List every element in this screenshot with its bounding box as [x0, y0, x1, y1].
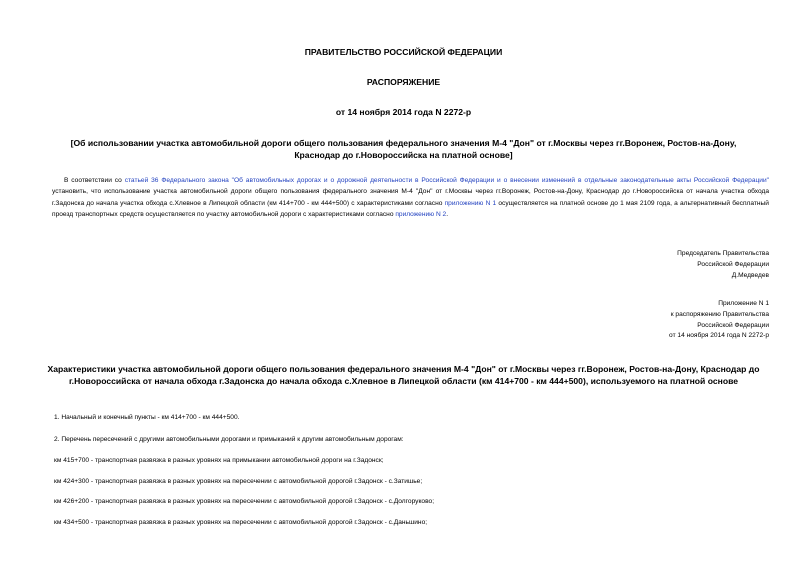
list-item: 1. Начальный и конечный пункты - км 414+700 - км 444+500. [54, 414, 240, 421]
list-item: км 426+200 - транспортная развязка в разных уровнях на пересечении с автомобильной дорогой г.Задонск - с.Долгоруково; [54, 498, 435, 505]
annex-title: Характеристики участка автомобильной дороги общего пользования федерального значения М-4 "Дон" от г.Москвы через гг.Воронеж, Ростов-на-Дону, Краснодар до г.Новороссийска от начала обхода г.Задонска до начала обхода с.Хлевное в Липецкой области (км 414+700 - км 444+500), используемого на платной основе [47, 364, 760, 386]
list-item: км 415+700 - транспортная развязка в разных уровнях на примыкании автомобильной дороги на г.Задонск; [54, 457, 384, 464]
annex-2-link[interactable]: приложению N 2 [395, 210, 447, 218]
annex-header [669, 299, 769, 342]
signature-org: Российской Федерации [697, 260, 769, 268]
signature-name: Д.Медведев [731, 271, 769, 279]
annex-date: от 14 ноября 2014 года N 2272-р [669, 332, 769, 340]
document-type-heading: РАСПОРЯЖЕНИЕ [366, 77, 441, 87]
annex-ref-1: к распоряжению Правительства [670, 310, 769, 318]
annex-number: Приложение N 1 [718, 300, 769, 307]
main-paragraph [52, 175, 769, 220]
paragraph-text-4: . [446, 210, 449, 218]
document-title: [Об использовании участка автомобильной дороги общего пользования федерального значения М-4 "Дон" от г.Москвы через гг.Воронеж, Ростов-на-Дону, Краснодар до г.Новороссийска на платной основе] [70, 138, 737, 160]
annex-1-link[interactable]: приложению N 1 [444, 199, 497, 207]
paragraph-text-3: осуществляется на платной основе до 1 мая 2109 года, а альтернативный бесплатный проезд транспортных средств осуществляется по участку автомобильной дороги с характеристиками согласно [52, 199, 769, 218]
annex-ref-2: Российской Федерации [697, 321, 769, 329]
paragraph-text-2: установить, что использование участка автомобильной дороги общего пользования федерального значения М-4 "Дон" от г.Москвы через гг.Воронеж, Ростов-на-Дону, Краснодар до г.Новороссийска от начала участка обхода г.Задонска до начала участка обхода с.Хлевное в Липецкой области (км 414+700 - км 444+500) с характеристиками согласно [52, 188, 769, 207]
list-item: 2. Перечень пересечений с другими автомобильными дорогами и примыканий к другим автомобильным дорогам: [54, 436, 404, 443]
document-date: от 14 ноября 2014 года N 2272-р [335, 107, 472, 117]
list-item: км 424+300 - транспортная развязка в разных уровнях на пересечении с автомобильной дорогой г.Задонск - с.Затишье; [54, 478, 423, 485]
government-heading: ПРАВИТЕЛЬСТВО РОССИЙСКОЙ ФЕДЕРАЦИИ [304, 47, 503, 57]
signature-block [677, 249, 769, 281]
list-item: км 434+500 - транспортная развязка в разных уровнях на пересечении с автомобильной дорогой г.Задонск - с.Даньшино; [54, 519, 428, 526]
signature-title: Председатель Правительства [677, 250, 769, 257]
law-article-link[interactable]: статьей 36 Федерального закона "Об автомобильных дорогах и о дорожной деятельности в Российской Федерации и о внесении изменений в отдельные законодательные акты Российской Федерации" [124, 177, 769, 184]
paragraph-text-1: В соответствии со [64, 177, 125, 184]
